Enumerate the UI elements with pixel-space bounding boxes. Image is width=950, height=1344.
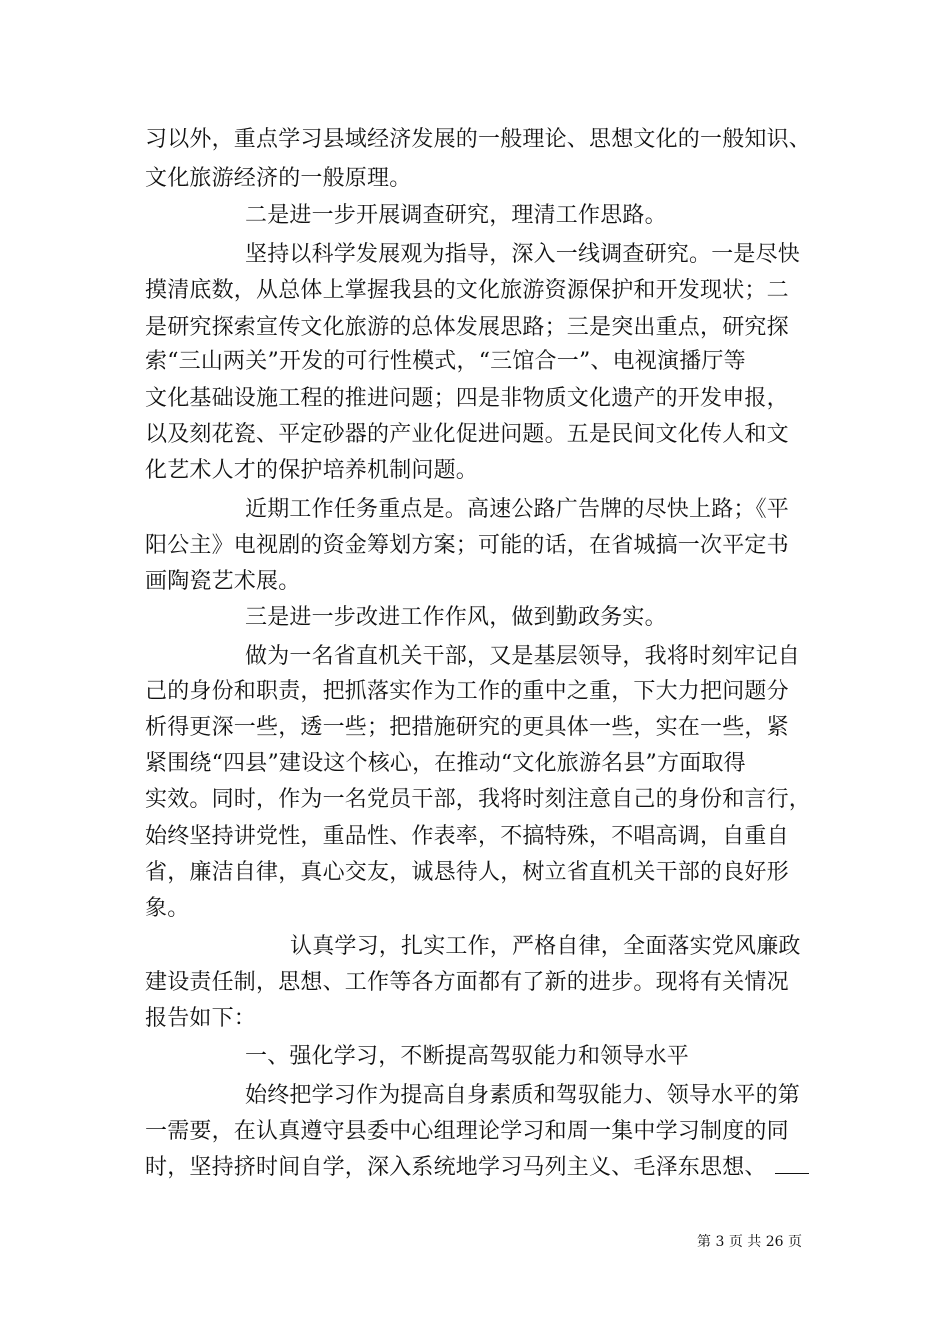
text-line: 化艺术人才的保护培养机制问题。 (145, 458, 479, 483)
text-line: 象。 (145, 896, 190, 921)
text-line: 建设责任制，思想、工作等各方面都有了新的进步。现将有关情况 (145, 970, 789, 995)
text-line: 文化旅游经济的一般原理。 (145, 166, 412, 191)
text-line: 以及刻花瓷、平定砂器的产业化促进问题。五是民间文化传人和文 (145, 422, 789, 447)
text-line: 一需要，在认真遵守县委中心组理论学习和周一集中学习制度的同 (145, 1119, 789, 1144)
text-line: 己的身份和职责，把抓落实作为工作的重中之重，下大力把问题分 (145, 679, 789, 704)
text-line: 做为一名省直机关干部，又是基层领导，我将时刻牢记自 (245, 644, 801, 669)
text-line: 是研究探索宣传文化旅游的总体发展思路；三是突出重点，研究探 (145, 315, 789, 340)
text-line: 近期工作任务重点是。高速公路广告牌的尽快上路；《平 (245, 497, 790, 522)
text-line-content: 时，坚持挤时间自学，深入系统地学习马列主义、毛泽东思想、 (145, 1155, 767, 1180)
text-line: 报告如下： (145, 1006, 257, 1031)
fill-in-blank (775, 1155, 809, 1174)
text-line: 摸清底数，从总体上掌握我县的文化旅游资源保护和开发现状；二 (145, 278, 789, 303)
text-line: 习以外，重点学习县域经济发展的一般理论、思想文化的一般知识、 (145, 127, 812, 152)
text-line: 文化基础设施工程的推进问题；四是非物质文化遗产的开发申报， (145, 386, 789, 411)
text-line: 坚持以科学发展观为指导，深入一线调查研究。一是尽快 (245, 242, 801, 267)
text-line: 实效。同时，作为一名党员干部，我将时刻注意自己的身份和言行， (145, 787, 812, 812)
text-line: 省，廉洁自律，真心交友，诚恳待人，树立省直机关干部的良好形 (145, 860, 789, 885)
text-line: 索“三山两关”开发的可行性模式，“三馆合一”、电视演播厅等 (145, 349, 746, 374)
text-line-last (145, 1153, 809, 1183)
text-line: 认真学习，扎实工作，严格自律，全面落实党风廉政 (290, 934, 801, 959)
text-line: 始终把学习作为提高自身素质和驾驭能力、领导水平的第 (245, 1083, 801, 1108)
text-line: 始终坚持讲党性，重品性、作表率，不搞特殊，不唱高调，自重自 (145, 824, 789, 849)
section-heading: 一、强化学习，不断提高驾驭能力和领导水平 (245, 1044, 690, 1069)
section-heading: 三是进一步改进工作作风，做到勤政务实。 (245, 605, 667, 630)
text-line: 画陶瓷艺术展。 (145, 569, 301, 594)
section-heading: 二是进一步开展调查研究，理清工作思路。 (245, 203, 667, 228)
page-number-footer: 第 3 页 共 26 页 (697, 1234, 802, 1250)
text-line: 紧围绕“四县”建设这个核心，在推动“文化旅游名县”方面取得 (145, 751, 746, 776)
text-line: 析得更深一些，透一些；把措施研究的更具体一些，实在一些，紧 (145, 715, 789, 740)
text-line: 阳公主》电视剧的资金筹划方案；可能的话，在省城搞一次平定书 (145, 533, 789, 558)
